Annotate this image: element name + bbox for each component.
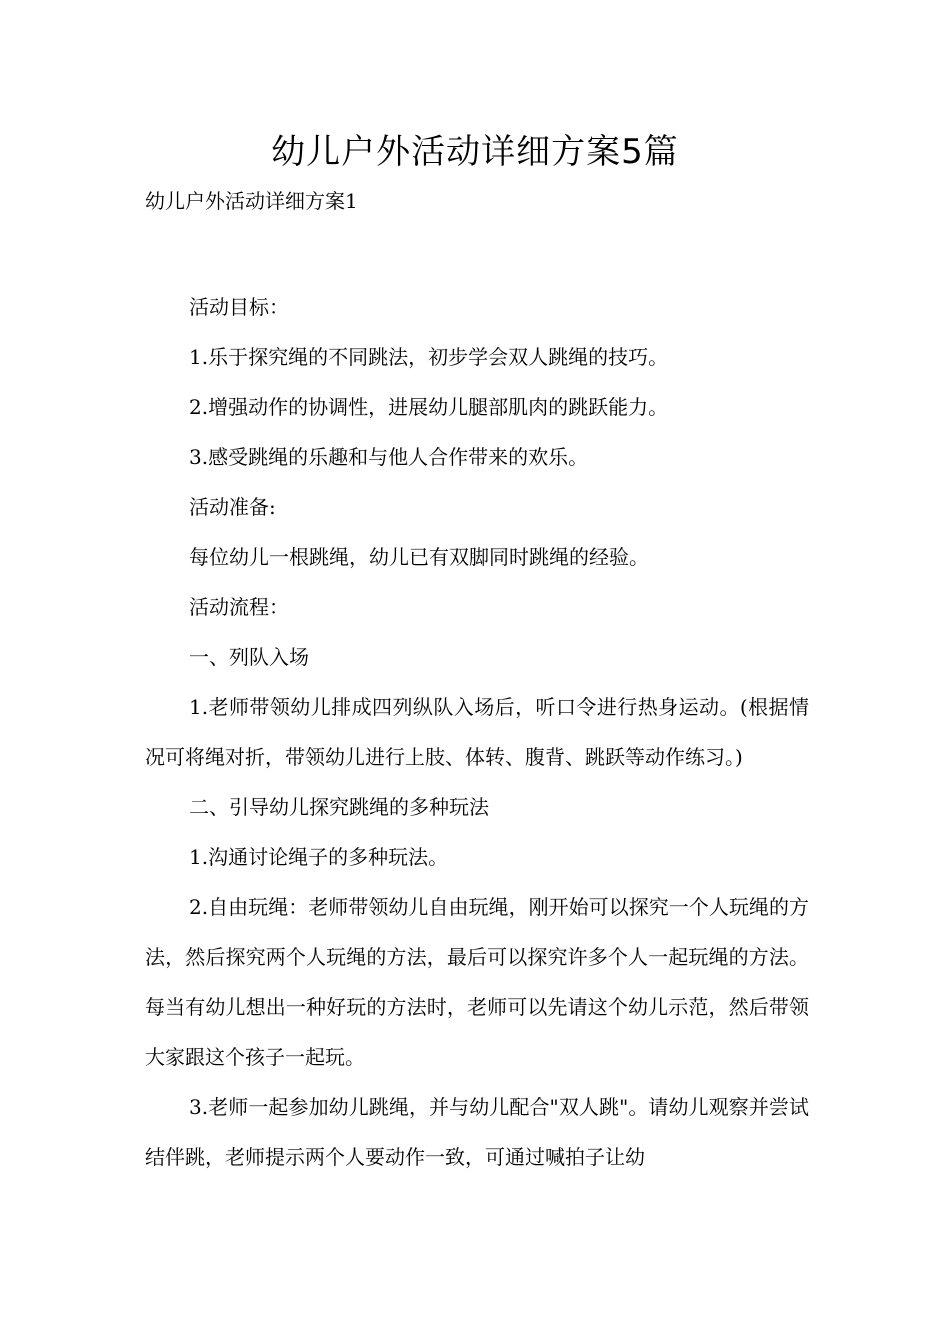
paragraph-preparation-heading: 活动准备: bbox=[189, 495, 276, 519]
paragraph-goal-2: 2.增强动作的协调性，进展幼儿腿部肌肉的跳跃能力。 bbox=[189, 395, 669, 419]
paragraph-goal-1: 1.乐于探究绳的不同跳法，初步学会双人跳绳的技巧。 bbox=[189, 345, 669, 369]
paragraph-section-2-item-3: 3.老师一起参加幼儿跳绳，并与幼儿配合"双人跳"。请幼儿观察并尝试结伴跳，老师提示两个人要动作一致，可通过喊拍子让幼 bbox=[145, 1095, 809, 1169]
paragraph-section-1-heading: 一、列队入场 bbox=[189, 645, 309, 669]
paragraph-preparation: 每位幼儿一根跳绳，幼儿已有双脚同时跳绳的经验。 bbox=[189, 545, 649, 569]
document-body bbox=[145, 282, 809, 1182]
paragraph-section-2-heading: 二、引导幼儿探究跳绳的多种玩法 bbox=[189, 795, 489, 819]
document-subtitle: 幼儿户外活动详细方案1 bbox=[145, 189, 358, 213]
paragraph-goal-heading: 活动目标： bbox=[189, 295, 289, 319]
paragraph-goal-3: 3.感受跳绳的乐趣和与他人合作带来的欢乐。 bbox=[189, 445, 589, 469]
paragraph-section-2-item-2: 2.自由玩绳：老师带领幼儿自由玩绳，刚开始可以探究一个人玩绳的方法，然后探究两个人玩绳的方法，最后可以探究许多个人一起玩绳的方法。每当有幼儿想出一种好玩的方法时，老师可以先请这个幼儿示范，然后带领大家跟这个孩子一起玩。 bbox=[145, 895, 809, 1069]
paragraph-process-heading: 活动流程： bbox=[189, 595, 289, 619]
paragraph-section-1-item-1: 1.老师带领幼儿排成四列纵队入场后，听口令进行热身运动。(根据情况可将绳对折，带领幼儿进行上肢、体转、腹背、跳跃等动作练习。) bbox=[145, 695, 809, 769]
document-title: 幼儿户外活动详细方案5篇 bbox=[271, 132, 679, 172]
paragraph-section-2-item-1: 1.沟通讨论绳子的多种玩法。 bbox=[189, 845, 449, 869]
